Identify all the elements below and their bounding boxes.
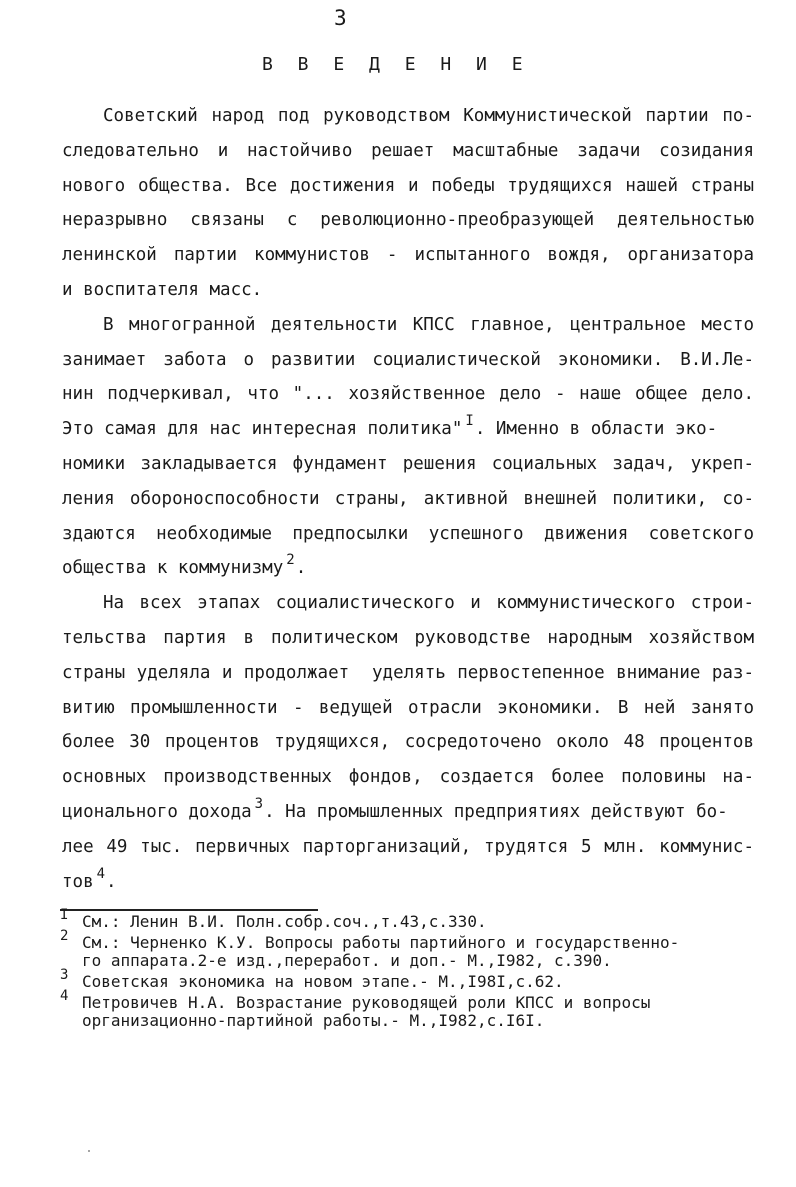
- text-segment: .: [106, 871, 117, 892]
- text-segment: .: [474, 419, 496, 440]
- footnote-text: организационно-партийной работы.- М.,I982,с.I6I.: [82, 1011, 545, 1030]
- text-line: ления обороноспособности страны, активной внешней политики, со-: [62, 488, 754, 509]
- text-line: тельства партия в политическом руководстве народным хозяйством: [62, 627, 754, 648]
- footnote-text: Петровичев Н.А. Возрастание руководящей роли КПСС и вопросы: [82, 993, 651, 1012]
- text-line: нин подчеркивал, что "... хозяйственное дело - наше общее дело.: [62, 384, 754, 405]
- text-line: [62, 412, 762, 447]
- text-line: [62, 551, 762, 586]
- page-title: В В Е Д Е Н И Е: [262, 54, 530, 75]
- footnote-divider: [60, 909, 318, 911]
- text-line: витию промышленности - ведущей отрасли экономики. В ней занято: [62, 697, 754, 718]
- text-line: занимает забота о развитии социалистической экономики. В.И.Ле-: [62, 349, 754, 370]
- footnote: [60, 967, 760, 991]
- footnote-reference: 3: [254, 795, 264, 812]
- body-text: [62, 99, 762, 899]
- footnote: [60, 988, 760, 1030]
- text-segment: Это самая для нас интересная политика": [62, 419, 463, 440]
- footnote: [60, 928, 760, 970]
- footnote-reference: I: [465, 413, 474, 430]
- text-segment: тов: [62, 871, 94, 892]
- footnotes: [60, 907, 760, 1033]
- text-segment: ционального дохода: [62, 801, 252, 822]
- text-line: На всех этапах социалистического и коммунистического строи-: [103, 593, 754, 614]
- text-line: лее 49 тыс. первичных парторганизаций, трудятся 5 млн. коммунис-: [62, 836, 754, 857]
- text-line: неразрывно связаны с революционно-преобразующей деятельностью: [62, 210, 754, 231]
- text-line: и воспитателя масс.: [62, 279, 263, 300]
- footnote-mark: 4: [60, 988, 69, 1004]
- text-line: страны уделяла и продолжает уделять первостепенное внимание раз-: [62, 662, 754, 683]
- text-line: здаются необходимые предпосылки успешного движения советского: [62, 523, 754, 544]
- text-line: Советский народ под руководством Коммунистической партии по-: [103, 106, 754, 126]
- footnote-text: См.: Черненко К.У. Вопросы работы партийного и государственно-: [82, 933, 680, 952]
- page-number: 3: [334, 6, 347, 30]
- footnote: [60, 907, 760, 931]
- text-line: [62, 795, 762, 830]
- text-segment: .: [295, 558, 307, 579]
- text-line: [62, 865, 762, 900]
- text-segment: Именно в области эко-: [495, 419, 718, 440]
- footnote-reference: 4: [96, 865, 106, 882]
- text-line: ленинской партии коммунистов - испытанного вождя, организатора: [62, 245, 754, 266]
- text-segment: На промышленных предприятиях действуют бо-: [285, 801, 728, 822]
- text-line: номики закладывается фундамент решения социальных задач, укреп-: [62, 453, 754, 474]
- text-segment: общества к коммунизму: [62, 558, 284, 579]
- footnote-mark: 3: [60, 967, 69, 983]
- text-line: следовательно и настойчиво решает масштабные задачи созидания: [62, 140, 754, 161]
- text-line: более 30 процентов трудящихся, сосредоточено около 48 процентов: [62, 732, 754, 753]
- scan-speck: [88, 1150, 90, 1152]
- text-line: основных производственных фондов, создается более половины на-: [62, 767, 754, 788]
- footnote-mark: 2: [60, 928, 69, 944]
- footnote-reference: 2: [286, 552, 295, 569]
- footnote-text: го аппарата.2-е изд.,переработ. и доп.- М.,I982, с.390.: [82, 951, 612, 970]
- text-line: В многогранной деятельности КПСС главное, центральное место: [103, 314, 754, 335]
- text-line: нового общества. Все достижения и победы трудящихся нашей страны: [62, 175, 754, 196]
- footnote-text: Советская экономика на новом этапе.- М.,I98I,с.62.: [82, 972, 564, 991]
- footnote-text: См.: Ленин В.И. Полн.собр.соч.,т.43,с.330.: [82, 912, 487, 931]
- footnote-mark: I: [60, 907, 69, 923]
- text-segment: .: [264, 801, 286, 822]
